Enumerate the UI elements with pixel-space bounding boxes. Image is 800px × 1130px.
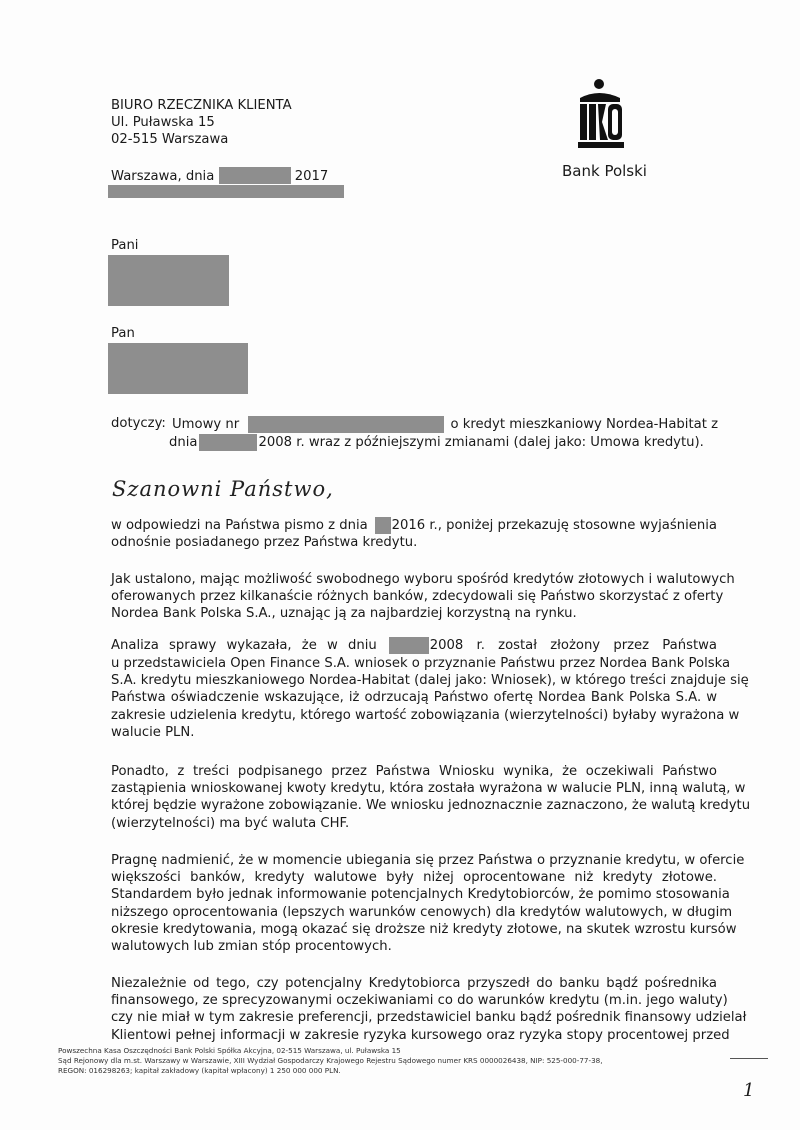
paragraph-line: Pragnę nadmienić, że w momencie ubiegania się przez Państwa o przyznanie kredytu, w ofercie xyxy=(111,853,745,868)
paragraph-line: okresie kredytowania, mogą okazać się droższe niż kredyty złotowe, na skutek wzrostu kursów xyxy=(111,921,737,937)
paragraph-text: Analiza sprawy wykazała, że w dniu xyxy=(111,637,377,653)
paragraph-1-line-1 xyxy=(111,517,717,534)
pko-logo xyxy=(572,78,632,156)
paragraph-line: Standardem było jednak informowanie potencjalnych Kredytobiorców, że pomimo stosowania xyxy=(111,887,730,903)
paragraph-5 xyxy=(111,852,745,955)
greeting: Szanowni Państwo, xyxy=(112,477,334,501)
recipient-pan-label: Pan xyxy=(111,326,135,341)
redacted-date xyxy=(219,167,291,184)
paragraph-line: czy nie miał w tym zakresie preferencji, przedstawiciel banku bądź pośrednik finansowy udzielał xyxy=(111,1010,747,1026)
paragraph-line: Jak ustalono, mając możliwość swobodnego wyboru spośród kredytów złotowych i walutowych xyxy=(111,572,735,587)
paragraph-line: której będzie wyrażone zobowiązanie. We wniosku jednoznacznie zaznaczono, że walutą kredytu xyxy=(111,798,751,814)
paragraph-3-line-1 xyxy=(111,637,717,654)
paragraph-text: w odpowiedzi na Państwa pismo z dnia xyxy=(111,517,368,533)
paragraph-line: niższego oprocentowania (lepszych warunków cenowych) dla kredytów walutowych, w długim xyxy=(111,904,733,920)
paragraph-line: Niezależnie od tego, czy potencjalny Kredytobiorca przyszedł do banku bądź pośrednika xyxy=(111,976,717,991)
paragraph-line: (wierzytelności) ma być waluta CHF. xyxy=(111,815,350,831)
redacted-agreement-date xyxy=(199,434,257,451)
paragraph-line: walutowych lub zmian stóp procentowych. xyxy=(111,939,392,955)
paragraph-2 xyxy=(111,571,735,623)
paragraph-line: Nordea Bank Polska S.A., uznając ją za najbardziej korzystną na rynku. xyxy=(111,606,577,622)
subject-line-2 xyxy=(169,434,704,451)
redacted-reference xyxy=(108,185,344,198)
subject-line-1 xyxy=(172,416,718,433)
paragraph-line: oferowanych przez kilkanaście różnych banków, zdecydowali się Państwo skorzystać z oferty xyxy=(111,589,724,605)
bank-name: Bank Polski xyxy=(562,162,647,180)
paragraph-line: Państwa oświadczenie wskazujące, iż odrzucają Państwo ofertę Nordea Bank Polska S.A. w xyxy=(111,690,717,706)
recipient-pani-label: Pani xyxy=(111,238,139,253)
paragraph-1-line-2: odnośnie posiadanego przez Państwa kredytu. xyxy=(111,535,418,550)
redacted-recipient-2 xyxy=(108,343,248,394)
paragraph-line: większości banków, kredyty walutowe były niżej oprocentowane niż kredyty złotowe. xyxy=(111,870,717,886)
office-city: 02-515 Warszawa xyxy=(111,132,229,147)
page-number: 1 xyxy=(743,1080,755,1101)
date-prefix: Warszawa, dnia xyxy=(111,169,215,184)
footer-line-3: REGON: 016298263; kapitał zakładowy (kapitał wpłacony) 1 250 000 000 PLN. xyxy=(58,1066,341,1075)
paragraph-text: 2016 r., poniżej przekazuję stosowne wyjaśnienia xyxy=(391,517,717,533)
footer-divider xyxy=(730,1058,768,1059)
pko-pig-icon xyxy=(572,78,632,154)
paragraph-line: walucie PLN. xyxy=(111,724,195,740)
subject-text: dnia xyxy=(169,434,198,450)
office-name: BIURO RZECZNIKA KLIENTA xyxy=(111,98,292,113)
paragraph-line: Klientowi pełnej informacji w zakresie ryzyka kursowego oraz ryzyka stopy procentowej przed xyxy=(111,1027,730,1043)
paragraph-line: zastąpienia wnioskowanej kwoty kredytu, która została wyrażona w walucie PLN, inną walutą, w xyxy=(111,781,746,797)
paragraph-line: u przedstawiciela Open Finance S.A. wniosek o przyznanie Państwu przez Nordea Bank Polska xyxy=(111,656,731,671)
paragraph-4 xyxy=(111,763,751,832)
paragraph-6 xyxy=(111,975,747,1044)
footer-line-2: Sąd Rejonowy dla m.st. Warszawy w Warszawie, XIII Wydział Gospodarczy Krajowego Rejestru Sądowego numer KRS 0000026438, NIP: 525-000-77-38, xyxy=(58,1056,603,1065)
redacted-application-date xyxy=(389,637,429,654)
paragraph-3 xyxy=(111,655,749,741)
footer-line-1: Powszechna Kasa Oszczędności Bank Polski Spółka Akcyjna, 02-515 Warszawa, ul. Puławska 15 xyxy=(58,1046,401,1055)
redacted-letter-date xyxy=(375,517,391,534)
redacted-recipient-1 xyxy=(108,255,229,306)
office-street: Ul. Puławska 15 xyxy=(111,115,215,130)
subject-label: dotyczy: xyxy=(111,416,166,431)
paragraph-line: zakresie udzielenia kredytu, którego wartość zobowiązania (wierzytelności) byłaby wyrażona w xyxy=(111,707,740,723)
date-year: 2017 xyxy=(294,169,329,184)
paragraph-line: Ponadto, z treści podpisanego przez Państwa Wniosku wynika, że oczekiwali Państwo xyxy=(111,764,717,779)
subject-text: 2008 r. wraz z późniejszymi zmianami (dalej jako: Umowa kredytu). xyxy=(258,434,704,450)
date-line xyxy=(111,167,328,185)
redacted-agreement-number xyxy=(248,416,443,433)
subject-text: o kredyt mieszkaniowy Nordea-Habitat z xyxy=(450,416,718,432)
subject-text: Umowy nr xyxy=(172,416,240,432)
paragraph-line: S.A. kredytu mieszkaniowego Nordea-Habitat (dalej jako: Wniosek), w którego treści znajduje się xyxy=(111,673,749,689)
paragraph-text: 2008 r. został złożony przez Państwa xyxy=(429,637,717,653)
paragraph-line: finansowego, ze sprecyzowanymi oczekiwaniami co do warunków kredytu (m.in. jego waluty) xyxy=(111,993,728,1009)
